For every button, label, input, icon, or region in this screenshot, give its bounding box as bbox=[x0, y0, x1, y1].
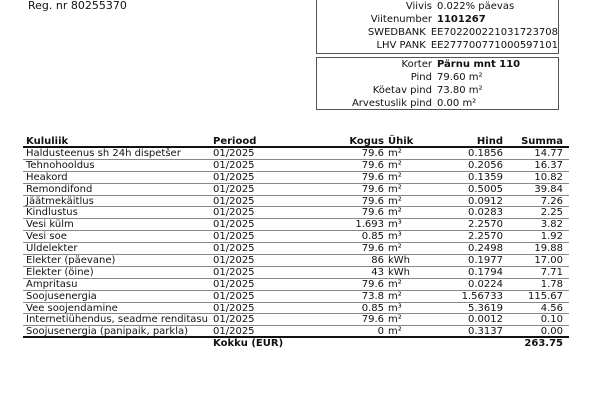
cell-price: 0.1856 bbox=[468, 148, 503, 159]
table-row bbox=[23, 303, 569, 315]
heated-area-value: 73.80 m² bbox=[437, 85, 483, 96]
cell-period: 01/2025 bbox=[213, 159, 255, 171]
cell-unit: m² bbox=[388, 183, 402, 195]
cell-unit: m³ bbox=[388, 231, 402, 243]
table-row bbox=[23, 291, 569, 303]
cell-cost-type: Remondifond bbox=[26, 183, 93, 195]
cell-price: 2.2570 bbox=[468, 231, 503, 243]
cell-cost-type: Soojusenergia bbox=[26, 290, 97, 302]
swedbank-iban: EE702200221031723708 bbox=[430, 27, 558, 38]
cell-price: 0.0012 bbox=[468, 314, 503, 326]
cell-cost-type: Tehnohooldus bbox=[26, 159, 95, 171]
cell-price: 0.1977 bbox=[468, 255, 503, 267]
cell-quantity: 0.85 bbox=[361, 231, 384, 243]
header-cost-type: Kululiik bbox=[26, 136, 69, 146]
table-row bbox=[23, 160, 569, 172]
cell-quantity: 79.6 bbox=[361, 207, 384, 219]
charges-table bbox=[23, 136, 569, 350]
table-row bbox=[23, 267, 569, 279]
cell-sum: 0.00 bbox=[540, 326, 563, 338]
lhv-label: LHV PANK bbox=[376, 40, 426, 51]
table-total-row bbox=[23, 338, 569, 350]
payment-info-box bbox=[316, 0, 559, 54]
cell-period: 01/2025 bbox=[213, 183, 255, 195]
cell-unit: m² bbox=[388, 314, 402, 326]
cell-period: 01/2025 bbox=[213, 326, 255, 338]
cell-cost-type: Vee soojendamine bbox=[26, 302, 118, 314]
cell-price: 0.1794 bbox=[468, 266, 503, 278]
cell-quantity: 79.6 bbox=[361, 159, 384, 171]
table-row bbox=[23, 231, 569, 243]
table-row bbox=[23, 314, 569, 326]
cell-quantity: 0 bbox=[377, 326, 384, 338]
cell-sum: 19.88 bbox=[534, 243, 563, 255]
penalty-label: Viivis bbox=[405, 1, 432, 12]
payment-row-reference bbox=[317, 13, 558, 26]
cell-unit: m² bbox=[388, 171, 402, 183]
total-spacer bbox=[23, 338, 213, 350]
cell-quantity: 79.6 bbox=[361, 278, 384, 290]
cell-sum: 10.82 bbox=[534, 171, 563, 183]
cell-quantity: 79.6 bbox=[361, 243, 384, 255]
cell-sum: 3.82 bbox=[540, 219, 563, 231]
header-quantity: Kogus bbox=[349, 136, 384, 147]
cell-cost-type: Ampritasu bbox=[26, 278, 78, 290]
payment-row-penalty bbox=[317, 0, 558, 13]
cell-quantity: 43 bbox=[371, 266, 384, 278]
cell-price: 1.56733 bbox=[461, 290, 503, 302]
cell-unit: m² bbox=[388, 195, 402, 207]
table-row bbox=[23, 148, 569, 160]
cell-sum: 7.26 bbox=[540, 195, 563, 207]
cell-period: 01/2025 bbox=[213, 231, 255, 243]
cell-period: 01/2025 bbox=[213, 195, 255, 207]
cell-cost-type: Haldusteenus sh 24h dispetšer bbox=[26, 148, 181, 159]
cell-sum: 2.25 bbox=[540, 207, 563, 219]
cell-price: 0.2056 bbox=[468, 159, 503, 171]
cell-cost-type: Kindlustus bbox=[26, 207, 78, 219]
total-spacer bbox=[449, 338, 503, 350]
billing-area-label: Arvestuslik pind bbox=[351, 98, 432, 109]
cell-quantity: 79.6 bbox=[361, 148, 384, 159]
cell-cost-type: Üldelekter bbox=[26, 243, 78, 255]
cell-cost-type: Internetiühendus, seadme renditasu bbox=[26, 314, 208, 326]
cell-unit: m² bbox=[388, 278, 402, 290]
cell-period: 01/2025 bbox=[213, 148, 255, 159]
cell-sum: 7.71 bbox=[540, 266, 563, 278]
table-row bbox=[23, 255, 569, 267]
total-spacer bbox=[384, 338, 449, 350]
header-sum: Summa bbox=[521, 136, 563, 147]
cell-cost-type: Heakord bbox=[26, 171, 68, 183]
cell-period: 01/2025 bbox=[213, 171, 255, 183]
total-label: Kokku (EUR) bbox=[213, 338, 284, 350]
registry-number: Reg. nr 80255370 bbox=[28, 0, 127, 12]
cell-unit: kWh bbox=[388, 255, 411, 267]
apartment-info-box bbox=[316, 57, 559, 110]
cell-period: 01/2025 bbox=[213, 302, 255, 314]
cell-quantity: 79.6 bbox=[361, 171, 384, 183]
total-spacer bbox=[323, 338, 384, 350]
cell-sum: 1.92 bbox=[540, 231, 563, 243]
reference-label: Viitenumber bbox=[370, 14, 432, 25]
heated-area-label: Köetav pind bbox=[372, 85, 432, 96]
cell-cost-type: Elekter (öine) bbox=[26, 266, 94, 278]
table-header bbox=[23, 136, 569, 148]
table-row bbox=[23, 279, 569, 291]
cell-unit: m² bbox=[388, 148, 402, 159]
cell-cost-type: Vesi külm bbox=[26, 219, 74, 231]
cell-quantity: 79.6 bbox=[361, 195, 384, 207]
cell-price: 0.3137 bbox=[468, 326, 503, 338]
cell-sum: 1.78 bbox=[540, 278, 563, 290]
apartment-row-address bbox=[317, 58, 558, 71]
table-row bbox=[23, 243, 569, 255]
total-value: 263.75 bbox=[524, 338, 563, 350]
cell-price: 2.2570 bbox=[468, 219, 503, 231]
cell-period: 01/2025 bbox=[213, 278, 255, 290]
cell-price: 5.3619 bbox=[468, 302, 503, 314]
area-value: 79.60 m² bbox=[437, 72, 483, 83]
cell-period: 01/2025 bbox=[213, 219, 255, 231]
apartment-label: Korter bbox=[401, 59, 432, 70]
cell-price: 0.2498 bbox=[468, 243, 503, 255]
cell-sum: 0.10 bbox=[540, 314, 563, 326]
apartment-row-area bbox=[317, 71, 558, 84]
cell-sum: 39.84 bbox=[534, 183, 563, 195]
table-row bbox=[23, 219, 569, 231]
cell-unit: m³ bbox=[388, 219, 402, 231]
cell-quantity: 1.693 bbox=[355, 219, 384, 231]
cell-period: 01/2025 bbox=[213, 290, 255, 302]
table-row bbox=[23, 184, 569, 196]
cell-unit: m² bbox=[388, 243, 402, 255]
cell-period: 01/2025 bbox=[213, 266, 255, 278]
cell-quantity: 79.6 bbox=[361, 314, 384, 326]
area-label: Pind bbox=[410, 72, 432, 83]
table-row bbox=[23, 326, 569, 338]
payment-row-swedbank bbox=[317, 26, 558, 39]
cell-unit: m² bbox=[388, 290, 402, 302]
payment-row-lhv bbox=[317, 39, 558, 52]
cell-quantity: 73.8 bbox=[361, 290, 384, 302]
cell-cost-type: Elekter (päevane) bbox=[26, 255, 116, 266]
cell-sum: 16.37 bbox=[534, 159, 563, 171]
apartment-row-heated-area bbox=[317, 84, 558, 97]
apartment-row-billing-area bbox=[317, 97, 558, 110]
cell-quantity: 86 bbox=[371, 255, 384, 267]
cell-price: 0.0224 bbox=[468, 278, 503, 290]
cell-unit: m² bbox=[388, 207, 402, 219]
penalty-value: 0.022% päevas bbox=[437, 1, 515, 12]
header-unit: Ühik bbox=[388, 136, 414, 147]
billing-area-value: 0.00 m² bbox=[437, 98, 477, 109]
cell-unit: m³ bbox=[388, 302, 402, 314]
cell-price: 0.5005 bbox=[468, 183, 503, 195]
table-body bbox=[23, 148, 569, 338]
cell-sum: 115.67 bbox=[528, 290, 563, 302]
cell-cost-type: Soojusenergia (panipaik, parkla) bbox=[26, 326, 189, 337]
cell-quantity: 0.85 bbox=[361, 302, 384, 314]
table-row bbox=[23, 172, 569, 184]
cell-period: 01/2025 bbox=[213, 207, 255, 219]
cell-period: 01/2025 bbox=[213, 255, 255, 267]
cell-sum: 4.56 bbox=[540, 302, 563, 314]
apartment-address: Pärnu mnt 110 bbox=[437, 59, 521, 70]
cell-price: 0.0912 bbox=[468, 195, 503, 207]
table-row bbox=[23, 207, 569, 219]
header-price: Hind bbox=[476, 136, 503, 147]
table-row bbox=[23, 196, 569, 208]
cell-price: 0.1359 bbox=[468, 171, 503, 183]
cell-period: 01/2025 bbox=[213, 243, 255, 255]
swedbank-label: SWEDBANK bbox=[367, 27, 426, 38]
cell-sum: 17.00 bbox=[534, 255, 563, 267]
cell-cost-type: Jäätmekäitlus bbox=[26, 195, 94, 207]
cell-unit: m² bbox=[388, 159, 402, 171]
cell-price: 0.0283 bbox=[468, 207, 503, 219]
lhv-iban: EE277700771000597101 bbox=[430, 40, 558, 51]
cell-unit: m² bbox=[388, 326, 402, 338]
cell-unit: kWh bbox=[388, 266, 411, 278]
cell-period: 01/2025 bbox=[213, 314, 255, 326]
cell-cost-type: Vesi soe bbox=[26, 231, 67, 243]
cell-sum: 14.77 bbox=[534, 148, 563, 159]
cell-quantity: 79.6 bbox=[361, 183, 384, 195]
reference-value: 1101267 bbox=[437, 14, 486, 25]
header-period: Periood bbox=[213, 136, 257, 147]
